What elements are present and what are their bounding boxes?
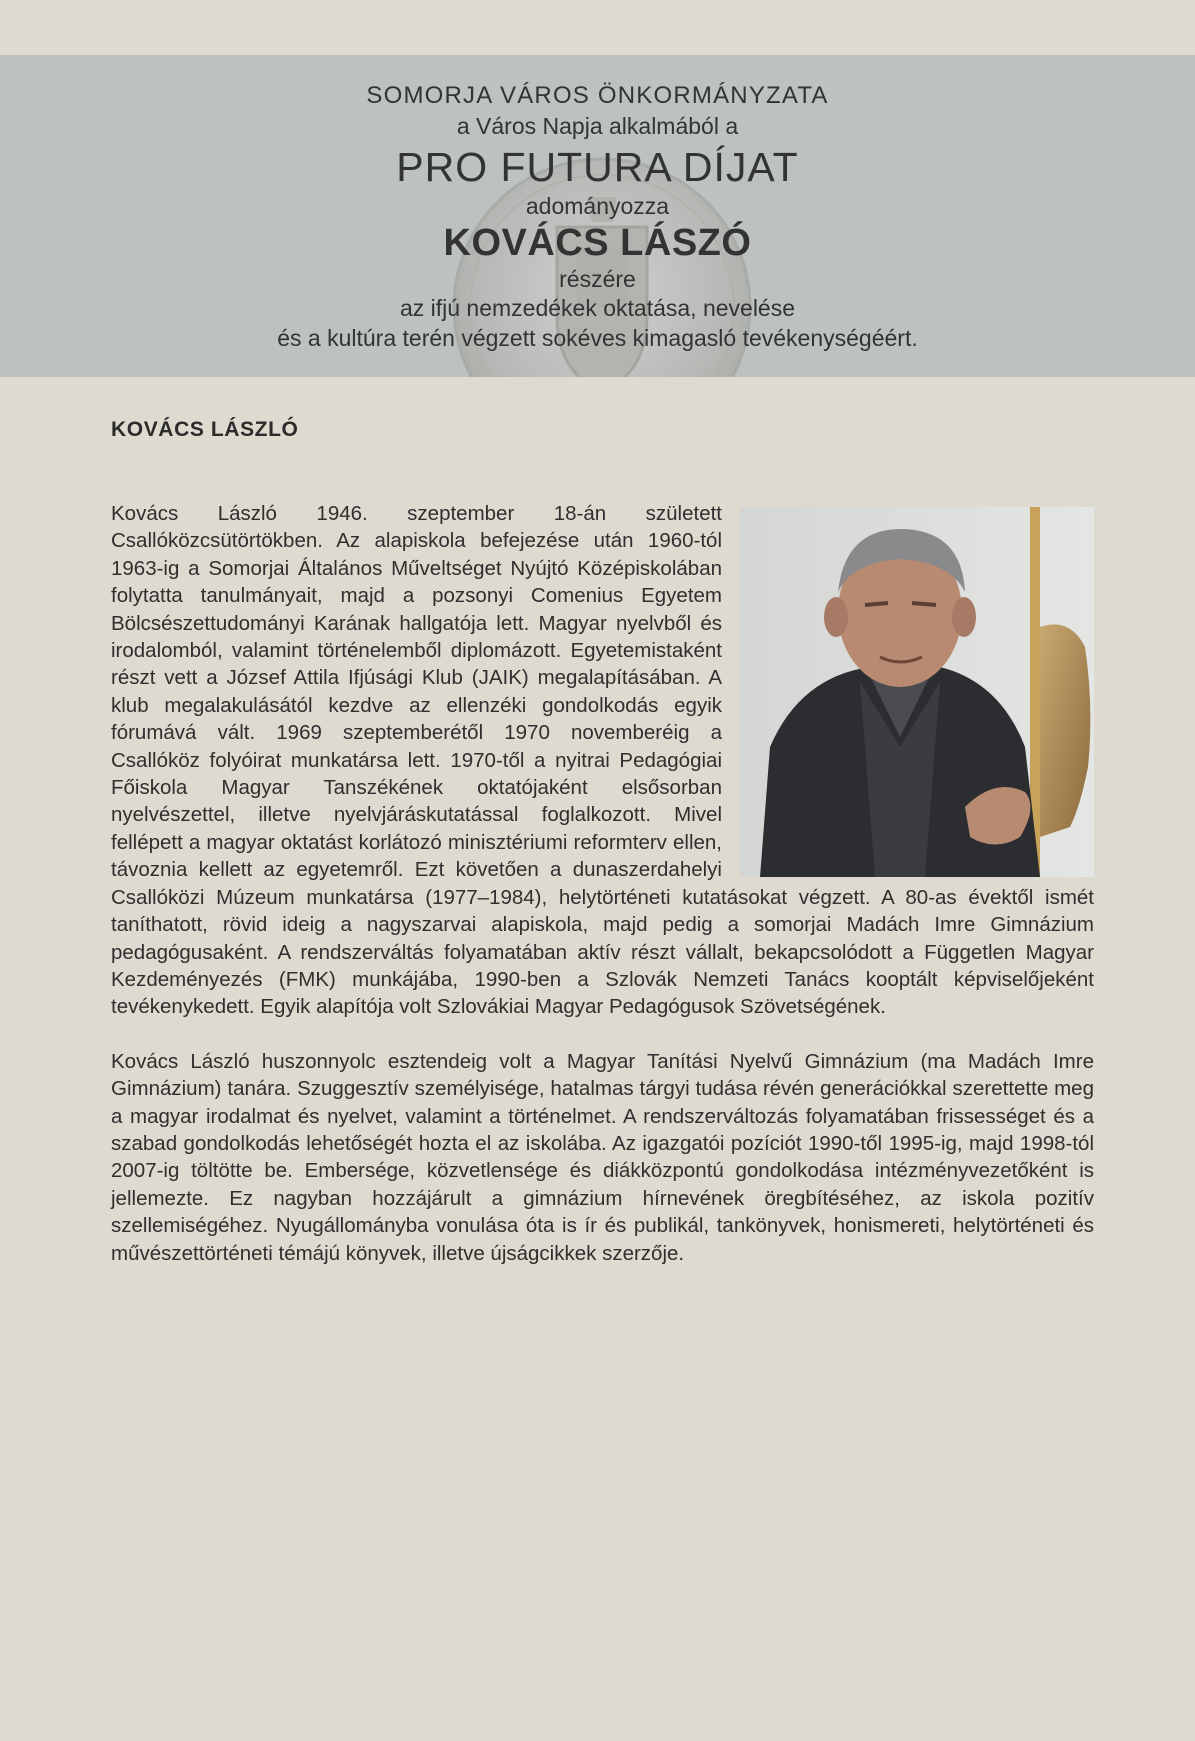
for-text: részére (559, 266, 636, 292)
awards-text: adományozza (525, 193, 670, 219)
reason-line-2: és a kultúra terén végzett sokéves kimagasló tevékenységéért. (277, 325, 918, 351)
section-title: KOVÁCS LÁSZLÓ (111, 418, 299, 441)
recipient-name: KOVÁCS LÁSZÓ (443, 222, 752, 264)
paragraph-1: Kovács László 1946. szeptember 18-án született Csallóközcsütörtökben. Az alapiskola befejezése után 1960-tól 1963-ig a Somorjai Általános Műveltséget Nyújtó Középiskolában folytatta tanulmányait, majd a pozsonyi Comenius Egyetem Bölcsészettudományi Karának hallgatója lett. Magyar nyelvből és irodalomból, valamint történelemből diplomázott. Egyetemistaként részt vett a József Attila Ifjúsági Klub (JAIK) megalapításában. A klub megalakulásától kezdve az ellenzéki gondolkodás egyik fórumává vált. 1969 szeptemberétől 1970 novemberéig a Csallóköz folyóirat munkatársa lett. 1970-től a nyitrai Pedagógiai Főiskola Magyar Tanszékének oktatójaként elsősorban nyelvészettel, illetve nyelvjáráskutatással foglalkozott. Mivel fellépett a magyar oktatást korlátozó minisztériumi reformterv ellen, távoznia kellett az egyetemről. Ezt követően a dunaszerdahelyi Csallóközi Múzeum munkatársa (1977–1984), helytörténeti kutatásokat végzett. A 80-as évektől ismét taníthatott, rövid ideig a nagyszarvai alapiskola, majd pedig a somorjai Madách Imre Gimnázium pedagógusaként. A rendszerváltás folyamatában aktív részt vállalt, bekapcsolódott a Független Magyar Kezdeményezés (FMK) munkájába, 1990-ben a Szlovák Nemzeti Tanács kooptált képviselőjeként tevékenykedett. Egyik alapítója volt Szlovákiai Magyar Pedagógusok Szövetségének. (111, 502, 1094, 1019)
reason-line-1: az ifjú nemzedékek oktatása, nevelése (399, 295, 796, 321)
issuer-title: SOMORJA VÁROS ÖNKORMÁNYZATA (366, 82, 829, 109)
paragraph-2: Kovács László huszonnyolc esztendeig volt a Magyar Tanítási Nyelvű Gimnázium (ma Madách Imre Gimnázium) tanára. Szuggesztív személyisége, hatalmas tárgyi tudása révén generációkkal szerettette meg a magyar irodalmat és nyelvet, valamint a történelmet. A rendszerváltozás folyamatában frissességet és a szabad gondolkodás lehetőségét hozta el az iskolába. Az igazgatói pozíciót 1990-től 1995-ig, majd 1998-tól 2007-ig töltötte be. Embersége, közvetlensége és diákközpontú gondolkodása intézményvezetőként is jellemezte. Ez nagyban hozzájárult a gimnázium hírnevének öregbítéséhez, az iskola pozitív szellemiségéhez. Nyugállományba vonulása óta is ír és publikál, tankönyvek, honismereti, helytörténeti és művészettörténeti témájú könyvek, illetve újságcikkek szerzője. (111, 1049, 1094, 1265)
occasion-text: a Város Napja alkalmából a (456, 113, 739, 139)
award-title: PRO FUTURA DÍJAT (396, 144, 799, 190)
biography-body (111, 500, 1094, 1294)
award-banner (0, 55, 1195, 377)
portrait-photo (740, 507, 1094, 877)
